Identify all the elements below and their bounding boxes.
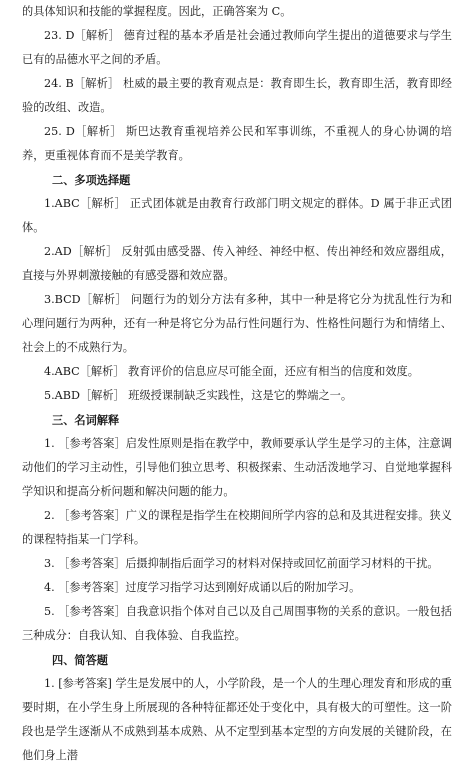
answer-explanation: 23. D［解析］ 德育过程的基本矛盾是社会通过教师向学生提出的道德要求与学生已有的品德水平之间的矛盾。 [22, 29, 452, 66]
answer-explanation: 3. ［参考答案］后摄抑制指后面学习的材料对保持或回忆前面学习材料的干扰。 [44, 557, 439, 570]
section-heading: 三、名词解释 [52, 413, 120, 427]
answer-explanation: 1. [参考答案] 学生是发展中的人，小学阶段，是一个人的生理心理发育和形成的重要时期，在小学生身上所展现的各种特征都还处于变化中，具有极大的可塑性。这一阶段也是学生逐渐从不成熟到基本成熟、从不定型到基本定型的方向发展的关键阶段，在他们身上潜 [22, 677, 452, 762]
answer-explanation: 25. D［解析］ 斯巴达教育重视培养公民和军事训练，不重视人的身心协调的培养，更重视体育而不是美学教育。 [22, 125, 452, 162]
answer-explanation: 2.AD［解析］ 反射弧由感受器、传入神经、神经中枢、传出神经和效应器组成，直接与外界刺激接触的有感受器和效应器。 [22, 245, 452, 282]
section-heading: 二、多项选择题 [52, 173, 131, 187]
answer-explanation: 1. ［参考答案］启发性原则是指在教学中，教师要承认学生是学习的主体，注意调动他们的学习主动性，引导他们独立思考、积极探索、生动活泼地学习、自觉地掌握科学知识和提高分析问题和解决问题的能力。 [22, 437, 452, 498]
answer-explanation: 1.ABC［解析］ 正式团体就是由教育行政部门明文规定的群体。D 属于非正式团体。 [22, 197, 452, 234]
continuation-text: 的具体知识和技能的掌握程度。因此，正确答案为 C。 [22, 5, 292, 18]
answer-explanation: 4.ABC［解析］ 教育评价的信息应尽可能全面，还应有相当的信度和效度。 [44, 365, 419, 378]
answer-explanation: 3.BCD［解析］ 问题行为的划分方法有多种，其中一种是将它分为扰乱性行为和心理问题行为两种，还有一种是将它分为品行性问题行为、性格性问题行为和情绪上、社会上的不成熟行为。 [22, 293, 452, 354]
answer-explanation: 24. B［解析］ 杜威的最主要的教育观点是：教育即生长，教育即生活，教育即经验的改组、改造。 [22, 77, 452, 114]
answer-explanation: 5. ［参考答案］自我意识指个体对自己以及自己周围事物的关系的意识。一般包括三种成分：自我认知、自我体验、自我监控。 [22, 605, 452, 642]
answer-explanation: 5.ABD［解析］ 班级授课制缺乏实践性，这是它的弊端之一。 [44, 389, 353, 402]
answer-explanation: 2. ［参考答案］广义的课程是指学生在校期间所学内容的总和及其进程安排。狭义的课程特指某一门学科。 [22, 509, 452, 546]
section-heading: 四、简答题 [52, 653, 108, 667]
answer-explanation: 4. ［参考答案］过度学习指学习达到刚好成诵以后的附加学习。 [44, 581, 361, 594]
